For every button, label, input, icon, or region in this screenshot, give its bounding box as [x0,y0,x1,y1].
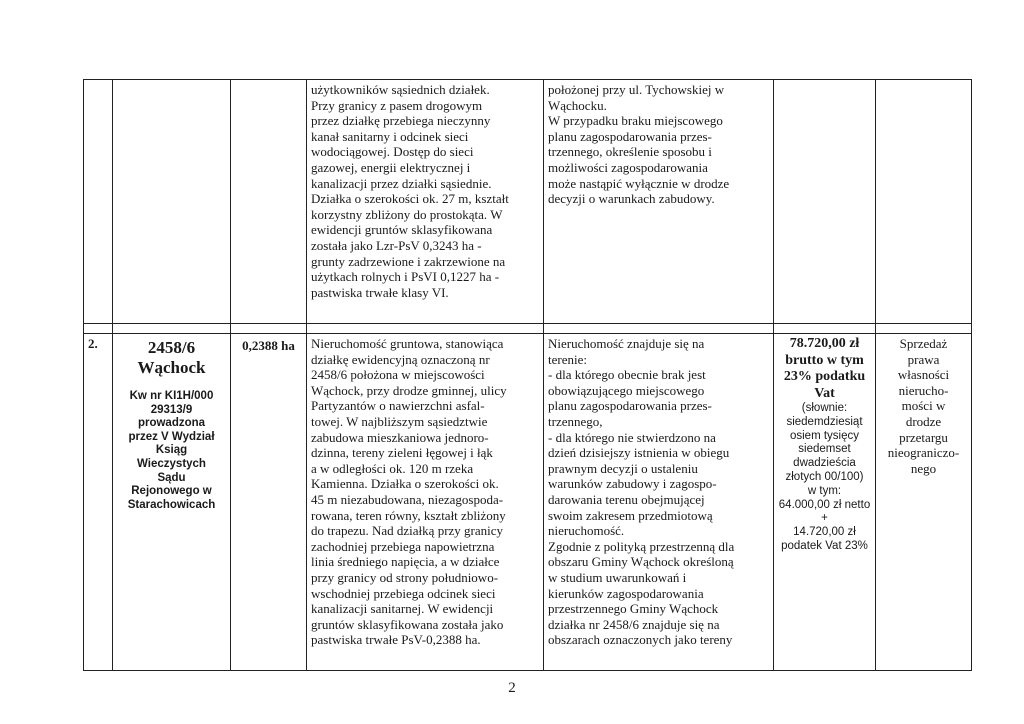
cell-price-empty [774,80,876,324]
cell-price [774,334,876,671]
text-line: warunków zabudowy i zagospo- [548,476,717,492]
cell-area-empty [231,80,307,324]
text-line: przy granicy od strony południowo- [311,569,499,585]
text-line: osiem tysięcy [789,429,860,442]
text-line: rowana, teren równy, kształt zbliżony [311,507,506,523]
text-line: przetargu [899,429,948,445]
text-line: Nieruchomość gruntowa, stanowiąca [311,336,504,351]
text-line: siedemdziesiąt [786,415,863,428]
parcel-id: 2458/6 [147,338,196,357]
text-line: towej. W najbliższym sąsiedztwie [311,413,488,429]
text-line: Kamienna. Działka o szerokości ok. [311,476,499,492]
text-line: siedemset [798,443,851,456]
text-line: - dla którego nie stwierdzono na [548,429,716,445]
text-line: drodze [905,413,942,429]
text-line: Sprzedaż [899,336,948,351]
table-row-separator [84,324,972,334]
cell-parcel-empty [113,80,231,324]
text-line: użytkach rolnych i PsVI 0,1227 ha - [311,269,500,285]
text-line: pastwiska trwałe klasy VI. [311,284,449,300]
text-line: obszarach oznaczonych jako tereny [548,632,733,648]
cell-sale-form [876,334,972,671]
text-line: zachodniej przebiega napowietrzna [311,538,495,554]
text-line: do trapezu. Nad działką przy granicy [311,523,504,539]
text-line: może nastąpić wyłącznie w drodze [548,175,730,191]
text-line: Działka o szerokości ok. 27 m, kształt [311,191,509,207]
text-line: dzinna, tereny zieleni łęgowej i łąk [311,445,493,461]
text-line: Partyzantów o nawierzchni asfal- [311,398,485,414]
text-line: Przy granicy z pasem drogowym [311,97,483,113]
text-line: podatek Vat 23% [781,539,868,552]
text-line: linia średniego napięcia, a w działce [311,554,500,570]
text-line: darowania terenu obejmującej [548,491,705,507]
text-line: gazowej, energii elektrycznej i [311,159,471,175]
text-line: 2458/6 położona w miejscowości [311,367,485,383]
text-line: Kw nr KI1H/000 [129,390,214,402]
text-line: Ksiąg [155,444,188,457]
text-line: Vat [814,385,835,401]
text-line: Nieruchomość znajduje się na [548,336,705,351]
text-line: trzennego, [548,413,603,429]
text-line: wschodniej przebiega odcinek sieci [311,585,496,601]
text-line: terenie: [548,351,587,367]
land-register-info [117,390,226,512]
text-line: Zgodnie z polityką przestrzenną dla [548,538,735,554]
text-line: gruntów sklasyfikowana została jako [311,616,504,632]
property-table [83,79,972,671]
text-line: pastwiska trwałe PsV-0,2388 ha. [311,632,481,648]
cell-description [307,334,544,671]
cell-number-empty [84,80,113,324]
text-line: Rejonowego w [131,485,212,498]
text-line: (słownie: [801,402,848,414]
parcel-location: Wąchock [137,358,206,377]
text-line: nego [910,460,937,476]
cell-plan [544,334,774,671]
table-row-previous [84,80,972,324]
text-line: wodociągowej. Dostęp do sieci [311,144,474,160]
text-line: przestrzennego Gminy Wąchock [548,601,719,617]
text-line: własności [897,367,950,383]
text-line: trzennego, określenie sposobu i [548,144,712,160]
price-gross: 78.720,00 zł [789,336,860,351]
text-line: 29313/9 [150,403,193,416]
text-line: obszaru Gminy Wąchock określoną [548,554,734,570]
cell-plan-prev [544,80,774,324]
text-line: W przypadku braku miejscowego [548,113,723,129]
table-row-2 [84,334,972,671]
text-line: została jako Lzr-PsV 0,3243 ha - [311,237,482,253]
text-line: Wieczystych [137,457,206,470]
text-line: kanalizacji przez działki sąsiednie. [311,175,492,191]
text-line: prawnym decyzji o ustaleniu [548,460,698,476]
text-line: działka nr 2458/6 znajduje się na [548,616,720,632]
text-line: nieograniczo- [887,445,960,461]
text-line: - dla którego obecnie brak jest [548,367,706,383]
text-line: Starachowicach [127,498,216,511]
page-number: 2 [508,680,516,696]
text-line: w studium uwarunkowań i [548,569,687,585]
text-line: planu zagospodarowania przes- [548,128,712,144]
text-line: Sądu [157,471,186,484]
cell-row-number: 2. [84,334,113,671]
cell-description-prev [307,80,544,324]
cell-parcel [113,334,231,671]
text-line: 45 m niezabudowana, niezagospoda- [311,491,504,507]
cell-area: 0,2388 ha [231,334,307,671]
text-line: a w odległości ok. 120 m rzeka [311,460,474,476]
text-line: przez działkę przebiega nieczynny [311,113,491,129]
text-line: zabudowa mieszkaniowa jednoro- [311,429,489,445]
text-line: Wąchock, przy drodze gminnej, ulicy [311,382,507,398]
text-line: nierucho- [898,382,949,398]
cell-form-empty [876,80,972,324]
text-line: w tym: [807,484,842,497]
text-line: dwadzieścia [793,457,856,470]
text-line: kierunków zagospodarowania [548,585,704,601]
text-line: brutto w tym [785,352,864,368]
price-net: 64.000,00 zł netto [778,498,871,511]
text-line: ewidencji gruntów sklasyfikowana [311,222,493,238]
text-line: decyzji o warunkach zabudowy. [548,191,715,207]
text-line: złotych 00/100) [785,470,864,483]
text-line: możliwości zagospodarowania [548,159,708,175]
text-line: kanalizacji sanitarnej. W ewidencji [311,601,494,617]
text-line: + [821,512,828,525]
text-line: położonej przy ul. Tychowskiej w [548,82,725,97]
text-line: mości w [901,398,946,414]
text-line: kanał sanitarny i odcinek sieci [311,128,469,144]
text-line: prowadzona [137,417,206,430]
text-line: obowiązującego miejscowego [548,382,705,398]
text-line: użytkowników sąsiednich działek. [311,82,490,97]
text-line: prawa [907,351,940,367]
text-line: swoim zakresem przedmiotową [548,507,713,523]
text-line: 23% podatku [783,369,866,384]
price-vat: 14.720,00 zł [793,526,856,539]
text-line: działkę ewidencyjną oznaczoną nr [311,351,490,367]
text-line: przez V Wydział [128,430,215,443]
text-line: planu zagospodarowania przes- [548,398,712,414]
text-line: nieruchomość. [548,523,625,539]
text-line: Wąchocku. [548,97,607,113]
text-line: dzień dzisiejszy istnienia w obiegu [548,445,730,461]
text-line: korzystny zbliżony do prostokąta. W [311,206,503,222]
text-line: grunty zadrzewione i zakrzewione na [311,253,506,269]
